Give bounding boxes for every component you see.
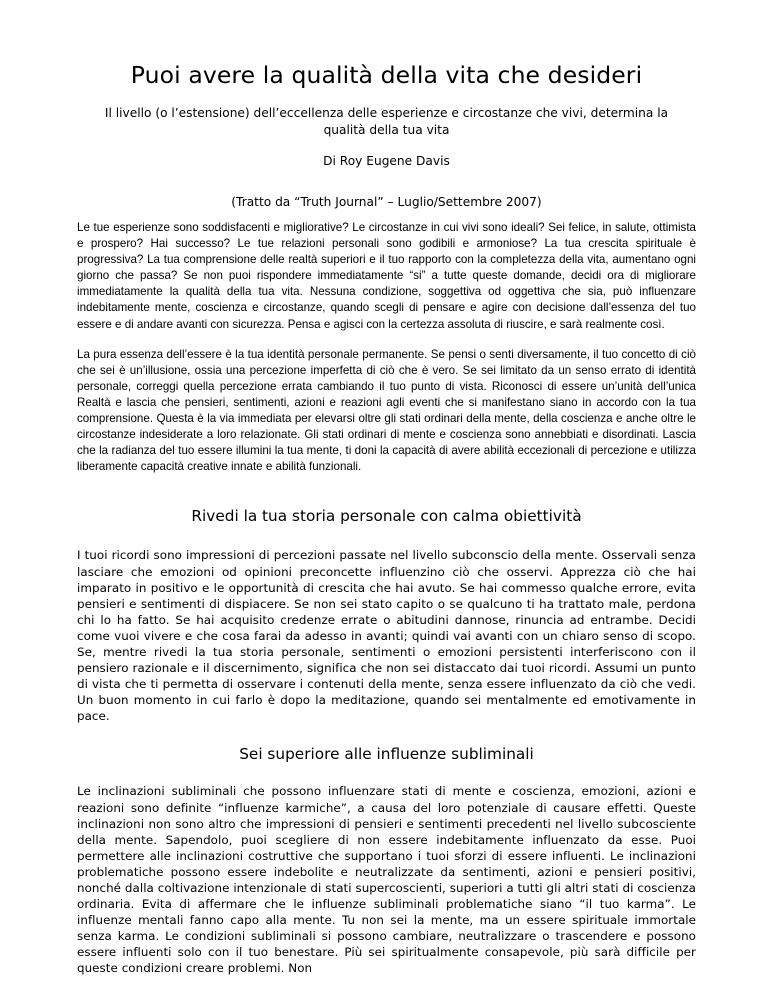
document-page — [77, 60, 696, 977]
document-author: Di Roy Eugene Davis — [323, 154, 450, 168]
intro-paragraph: La pura essenza dell’essere è la tua identità personale permanente. Se pensi o senti diversamente, il tuo concetto di ciò che sei è un’illusione, ossia una percezione imperfetta di ciò che è vero. Se sei limitato da un senso errato di identità personale, correggi quella percezione errata cambiando il tuo punto di vista. Riconosci di essere un’unità dell’unica Realtà e lascia che pensieri, sentimenti, azioni e reazioni agli eventi che si manifestano siano in accordo con la tua comprensione. Questa è la via immediata per elevarsi oltre gli stati ordinari della mente, della coscienza e anche oltre le circostanze indesiderate a loro relazionate. Gli stati ordinari di mente e coscienza sono annebbiati e disordinati. Lascia che la radianza del tuo essere illumini la tua mente, ti doni la capacità di avere abilità eccezionali di percezione e utilizza liberamente capacità creative innate e abilità funzionali. — [77, 347, 696, 474]
section-paragraph: I tuoi ricordi sono impressioni di percezioni passate nel livello subconscio della mente. Osservali senza lasciare che emozioni od opinioni preconcette influenzino ciò che osservi. Apprezza ciò che hai imparato in positivo e le opportunità di crescita che hai avuto. Se hai commesso qualche errore, evita pensieri e sentimenti di dispiacere. Se non sei stato capito o se qualcuno ti ha trattato male, perdona chi lo ha fatto. Se hai acquisito credenze errate o abitudini dannose, rinuncia ad entrambe. Decidi come vuoi vivere e che cosa farai da adesso in avanti; quindi vai avanti con un chiaro senso di scopo. Se, mentre rivedi la tua storia personale, sentimenti o emozioni persistenti interferiscono con il pensiero razionale e il discernimento, significa che non sei distaccato dai tuoi ricordi. Assumi un punto di vista che ti permetta di osservare i contenuti della mente, senza essere influenzato da ciò che vedi. Un buon momento in cui farlo è dopo la meditazione, quando sei mentalmente ed emotivamente in pace. — [77, 548, 696, 724]
document-subtitle: Il livello (o l’estensione) dell’eccellenza delle esperienze e circostanze che vivi, determina la qualità della tua vita — [104, 106, 669, 137]
section-heading: Rivedi la tua storia personale con calma obiettività — [191, 507, 582, 526]
intro-paragraph: Le tue esperienze sono soddisfacenti e migliorative? Le circostanze in cui vivi sono ideali? Sei felice, in salute, ottimista e prospero? Hai successo? Le tue relazioni personali sono godibili e armoniose? La tua crescita spirituale è progressiva? La tua comprensione delle realtà superiori e il tuo rapporto con la completezza della vita, aumentano ogni giorno che passa? Se non puoi rispondere immediatamente “si” a tutte queste domande, decidi ora di migliorare immediatamente la qualità della tua vita. Nessuna condizione, soggettiva od oggettiva che sia, può influenzare indebitamente mente, coscienza e circostanze, quando scegli di pensare e agire con decisione dall’essenza del tuo essere e di andare avanti con sicurezza. Pensa e agisci con la certezza assoluta di riuscire, e sarà realmente così. — [77, 221, 696, 331]
section-heading: Sei superiore alle influenze subliminali — [239, 745, 534, 764]
document-source: (Tratto da “Truth Journal” – Luglio/Settembre 2007) — [231, 195, 542, 209]
document-title: Puoi avere la qualità della vita che desideri — [130, 61, 643, 89]
section-paragraph: Le inclinazioni subliminali che possono influenzare stati di mente e coscienza, emozioni, azioni e reazioni sono definite “influenze karmiche”, a causa del loro potenziale di causare effetti. Queste inclinazioni non sono altro che impressioni di pensieri e sentimenti precedenti nel livello subcosciente della mente. Sapendolo, puoi scegliere di non essere indebitamente influenzato da esse. Puoi permettere alle inclinazioni costruttive che supportano i tuoi sforzi di essere influenti. Le inclinazioni problematiche possono essere indebolite e neutralizzate da sentimenti, azioni e pensieri positivi, nonché dalla coltivazione intenzionale di stati supercoscienti, superiori a tutti gli altri stati di coscienza ordinaria. Evita di affermare che le influenze subliminali problematiche siano “il tuo karma”. Le influenze mentali fanno capo alla mente. Tu non sei la mente, ma un essere spirituale immortale senza karma. Le condizioni subliminali si possono cambiare, neutralizzare o trascendere e possono essere influenti solo con il tuo benestare. Più sei spiritualmente consapevole, più sarà difficile per queste condizioni creare problemi. Non — [77, 784, 696, 976]
